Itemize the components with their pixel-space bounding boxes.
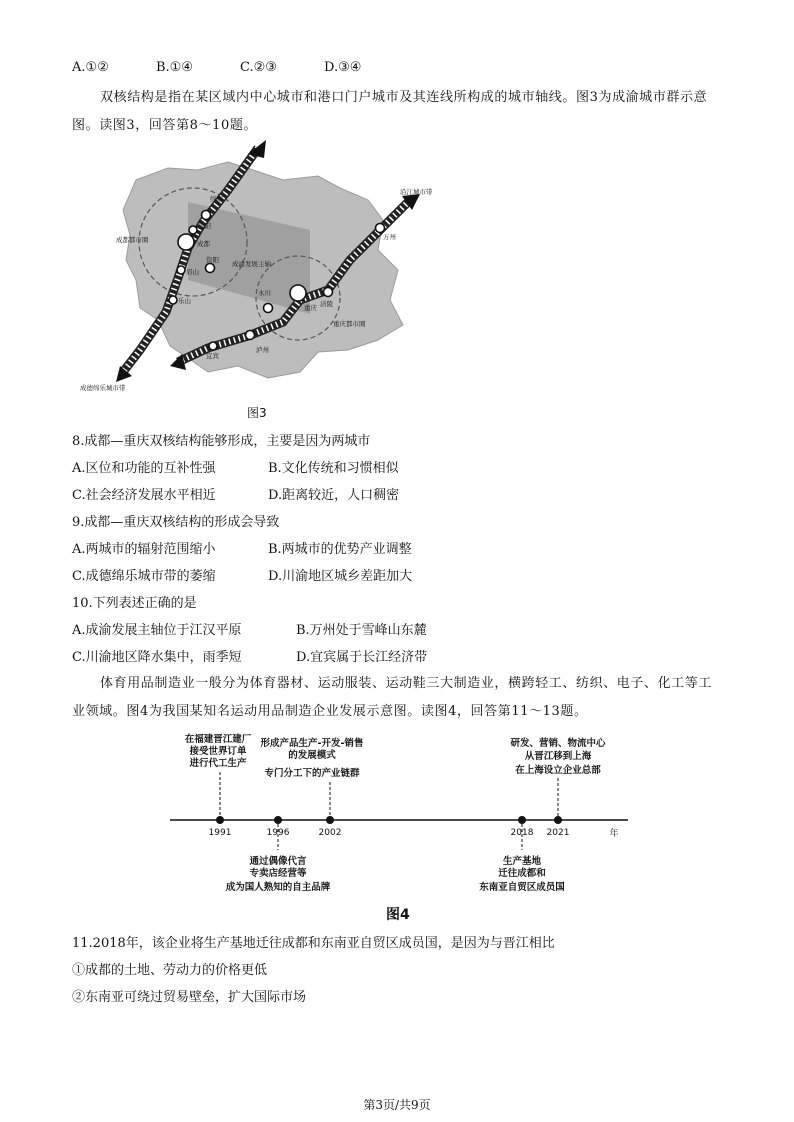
label-belt-river: 沿江城市带 [400, 188, 433, 196]
q8-options-row1 [72, 457, 399, 476]
q7-option-c: C.②③ [240, 60, 277, 75]
city-deyang [189, 226, 197, 234]
q10-options-row2 [72, 646, 427, 665]
fig3-caption: 图3 [247, 406, 267, 420]
q7-option-d: D.③④ [324, 60, 362, 75]
event-2002-line1: 形成产品生产-开发-销售 [260, 738, 364, 749]
event-2002-line2: 的发展模式 [288, 750, 336, 761]
q9-options-row2 [72, 565, 412, 584]
tick-2002 [326, 816, 334, 824]
q8-option-a: A.区位和功能的互补性强 [72, 461, 216, 476]
city-chengdu [178, 234, 194, 250]
q10-option-b: B.万州处于雪峰山东麓 [296, 623, 427, 638]
label-fuling: 涪陵 [320, 300, 333, 308]
city-meishan [177, 266, 185, 274]
label-meishan: 眉山 [186, 268, 199, 276]
city-wanzhou [376, 224, 385, 233]
q9-options-row1 [72, 538, 412, 557]
city-yongchuan [264, 304, 273, 313]
label-mianyang: 绵阳 [210, 195, 223, 203]
q7-option-a: A.①② [72, 60, 109, 75]
fig3-map [78, 140, 433, 400]
label-leshan: 乐山 [178, 297, 191, 305]
year-2021: 2021 [546, 828, 570, 838]
event-1991-line2: 接受世界订单 [189, 746, 247, 757]
city-mianyang [202, 211, 211, 220]
label-metro-cd: 成都都市圈 [116, 236, 149, 244]
label-belt-chengdu: 成德绵乐城市带 [80, 384, 126, 392]
city-leshan [169, 296, 177, 304]
q8-option-c: C.社会经济发展水平相近 [72, 488, 216, 503]
tick-2021 [554, 816, 562, 824]
fig4-timeline [160, 728, 640, 900]
label-chongqing: 重庆 [304, 304, 317, 312]
intro-fig3: 双核结构是指在某区域内中心城市和港口门户城市及其连线所构成的城市轴线。图3为成渝城市群示意图。读图3，回答第8～10题。 [72, 90, 708, 133]
q9-option-d: D.川渝地区城乡差距加大 [268, 569, 413, 584]
tick-1991 [216, 816, 224, 824]
q10-stem: 10.下列表述正确的是 [72, 596, 197, 611]
event-2021-line2: 从晋江移到上海 [524, 751, 592, 762]
label-deyang: 德阳 [198, 222, 211, 230]
tick-2018 [518, 816, 526, 824]
q7-option-b: B.①④ [156, 60, 193, 75]
event-2002-line3: 专门分工下的产业链群 [264, 768, 360, 779]
axis-unit: 年 [609, 829, 619, 839]
city-yibin [209, 342, 217, 350]
year-1996: 1996 [266, 828, 290, 838]
tick-1996 [274, 816, 282, 824]
label-metro-cq: 重庆都市圈 [333, 320, 366, 328]
q10-option-a: A.成渝发展主轴位于江汉平原 [72, 623, 242, 638]
event-2018-line3: 东南亚自贸区成员国 [479, 882, 565, 893]
city-fuling [324, 288, 333, 297]
label-wanzhou: 万州 [383, 233, 396, 241]
q9-option-c: C.成德绵乐城市带的萎缩 [72, 569, 216, 584]
q11-stem: 11.2018年，该企业将生产基地迁往成都和东南亚自贸区成员国，是因为与晋江相比 [72, 936, 555, 951]
label-luzhou: 泸州 [256, 346, 269, 354]
event-2021-line3: 在上海设立企业总部 [515, 765, 601, 776]
q8-option-d: D.距离较近，人口稠密 [268, 488, 400, 503]
q8-options-row2 [72, 484, 399, 503]
label-ziyang: 资阳 [206, 256, 219, 264]
city-chongqing [290, 285, 306, 301]
city-luzhou [246, 331, 255, 340]
label-yongchuan: 永川 [258, 289, 271, 297]
q11-statement-2: ②东南亚可绕过贸易壁垒，扩大国际市场 [72, 990, 307, 1005]
q8-stem: 8.成都—重庆双核结构能够形成，主要是因为两城市 [72, 434, 371, 449]
page-number: 第3页/共9页 [363, 1098, 431, 1112]
year-2018: 2018 [510, 828, 534, 838]
label-chengdu: 成都 [197, 240, 210, 248]
fig4-caption: 图4 [386, 907, 410, 923]
q10-options-row1 [72, 619, 427, 638]
q11-statement-1: ①成都的土地、劳动力的价格更低 [72, 963, 268, 978]
event-1996-line1: 通过偶像代言 [249, 856, 307, 867]
year-1991: 1991 [208, 828, 232, 838]
label-axis: 成渝发展主轴 [232, 260, 271, 268]
q9-stem: 9.成都—重庆双核结构的形成会导致 [72, 515, 280, 530]
q8-option-b: B.文化传统和习惯相似 [268, 461, 399, 476]
q7-options [72, 60, 361, 75]
event-1991-line1: 在福建晋江建厂 [184, 734, 252, 745]
event-2018-line2: 迁往成都和 [498, 868, 546, 879]
event-1996-line3: 成为国人熟知的自主品牌 [225, 882, 331, 893]
event-1991-line3: 进行代工生产 [189, 758, 247, 769]
event-2021-line1: 研发、营销、物流中心 [510, 738, 606, 749]
label-yibin: 宜宾 [206, 352, 219, 360]
intro-fig4: 体育用品制造业一般分为体育器材、运动服装、运动鞋三大制造业，横跨轻工、纺织、电子、化工等工业领域。图4为我国某知名运动用品制造企业发展示意图。读图4，回答第11～13题。 [72, 676, 713, 719]
city-ziyang [206, 264, 215, 273]
q9-option-b: B.两城市的优势产业调整 [268, 542, 412, 557]
q9-option-a: A.两城市的辐射范围缩小 [72, 542, 216, 557]
q10-option-c: C.川渝地区降水集中，雨季短 [72, 650, 242, 665]
q10-option-d: D.宜宾属于长江经济带 [296, 650, 428, 665]
year-2002: 2002 [318, 828, 342, 838]
event-2018-line1: 生产基地 [502, 856, 542, 867]
event-1996-line2: 专卖店经营等 [249, 868, 307, 879]
